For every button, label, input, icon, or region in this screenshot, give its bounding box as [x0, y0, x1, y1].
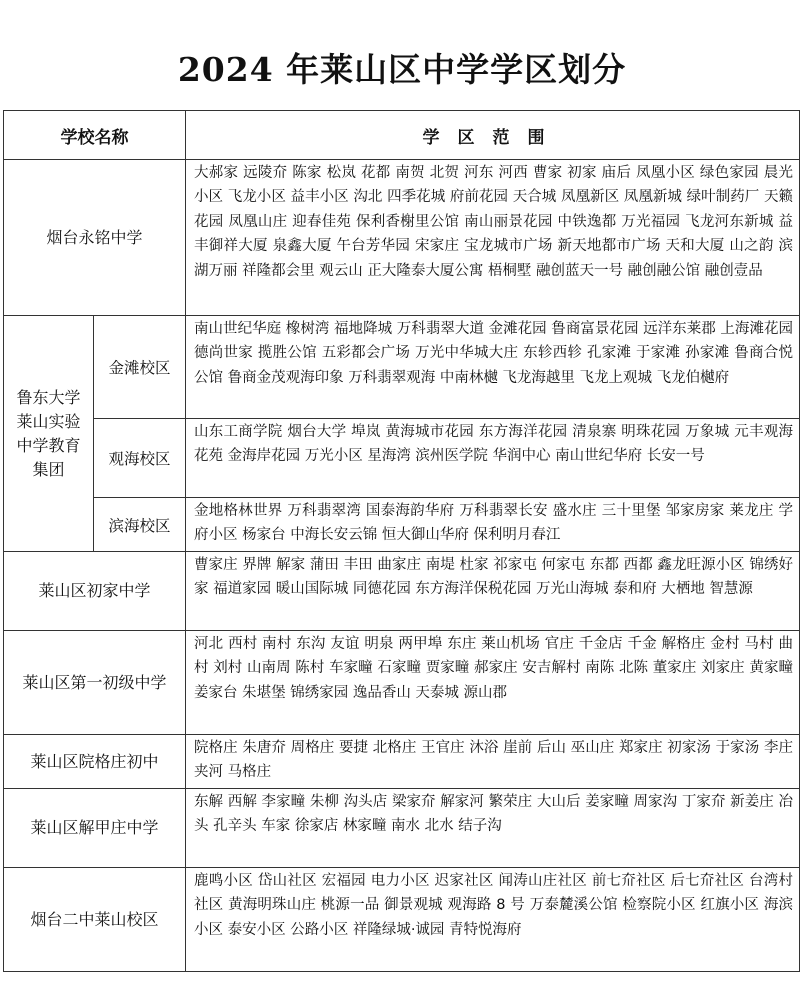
- table-row: [4, 868, 800, 972]
- district-range: 南山世纪华庭 橡树湾 福地降城 万科翡翠大道 金滩花园 鲁商富景花园 远洋东莱郡 上海滩花园 德尚世家 揽胜公馆 五彩都会广场 万光中华城大庄 东轸西轸 孔家滩 于家滩 孙家滩 鲁商合悦公馆 鲁商金茂观海印象 万科翡翠观海 中南林樾 飞龙海越里 飞龙上观城 飞龙伯樾府: [186, 316, 800, 419]
- school-name: 莱山区第一初级中学: [4, 631, 186, 735]
- table-row: [4, 498, 800, 552]
- school-group-name: 鲁东大学莱山实验中学教育集团: [4, 316, 94, 552]
- table-row: [4, 316, 800, 419]
- campus-name: 金滩校区: [94, 316, 186, 419]
- school-name: 莱山区初家中学: [4, 552, 186, 631]
- table-row: [4, 789, 800, 868]
- district-range: 山东工商学院 烟台大学 埠岚 黄海城市花园 东方海洋花园 清泉寨 明珠花园 万象城 元丰观海花苑 金海岸花园 万光小区 星海湾 滨州医学院 华润中心 南山世纪华府 长安一号: [186, 419, 800, 498]
- school-name: 烟台永铭中学: [4, 160, 186, 316]
- table-header-row: [4, 111, 800, 160]
- header-district-range: 学区范围: [186, 111, 800, 160]
- table-row: [4, 631, 800, 735]
- table-row: [4, 735, 800, 789]
- district-table: [3, 110, 800, 972]
- campus-name: 观海校区: [94, 419, 186, 498]
- table-row: [4, 552, 800, 631]
- district-range: 东解 西解 李家疃 朱柳 沟头店 梁家夼 解家河 繁荣庄 大山后 姜家疃 周家沟 丁家夼 新姜庄 冶头 孔辛头 车家 徐家店 林家疃 南水 北水 结子沟: [186, 789, 800, 868]
- page-title: 2024 年莱山区中学学区划分: [177, 50, 627, 89]
- district-range: 曹家庄 界牌 解家 蒲田 丰田 曲家庄 南堤 杜家 祁家屯 何家屯 东都 西都 鑫龙旺源小区 锦绣好家 福道家园 暖山国际城 同德花园 东方海洋保税花园 万光山海城 泰和府 大栖地 智慧源: [186, 552, 800, 631]
- district-range: 院格庄 朱唐夼 周格庄 要捷 北格庄 王官庄 沐浴 崖前 后山 巫山庄 郑家庄 初家汤 于家汤 李庄 夹河 马格庄: [186, 735, 800, 789]
- school-name: 莱山区院格庄初中: [4, 735, 186, 789]
- table-row: [4, 419, 800, 498]
- school-name: 莱山区解甲庄中学: [4, 789, 186, 868]
- district-range: 金地格林世界 万科翡翠湾 国泰海韵华府 万科翡翠长安 盛水庄 三十里堡 邹家房家 莱龙庄 学府小区 杨家台 中海长安云锦 恒大御山华府 保利明月春江: [186, 498, 800, 552]
- school-name: 烟台二中莱山校区: [4, 868, 186, 972]
- campus-name: 滨海校区: [94, 498, 186, 552]
- district-range: 河北 西村 南村 东沟 友谊 明泉 两甲埠 东庄 莱山机场 官庄 千金店 千金 解格庄 金村 马村 曲村 刘村 山南周 陈村 车家疃 石家疃 贾家疃 郝家庄 安吉解村 南陈 北陈 董家庄 刘家庄 黄家疃 姜家台 朱堪堡 锦绣家园 逸品香山 天泰城 源山郡: [186, 631, 800, 735]
- district-range: 鹿鸣小区 岱山社区 宏福园 电力小区 迟家社区 闻涛山庄社区 前七夼社区 后七夼社区 台湾村社区 黄海明珠山庄 桃源一品 御景观城 观海路 8 号 万泰麓溪公馆 检察院小区 红旗小区 海滨小区 泰安小区 公路小区 祥隆绿城·诚园 青特悦海府: [186, 868, 800, 972]
- header-school-name: 学校名称: [4, 111, 186, 160]
- table-row: [4, 160, 800, 316]
- district-range: 大郝家 远陵夼 陈家 松岚 花都 南贺 北贺 河东 河西 曹家 初家 庙后 凤凰小区 绿色家园 晨光小区 飞龙小区 益丰小区 沟北 四季花城 府前花园 天合城 凤凰新区 凤凰新城 绿叶制药厂 天籁花园 凤凰山庄 迎春佳苑 保利香榭里公馆 南山丽景花园 中铁逸都 万光福园 飞龙河东新城 益丰御祥大厦 泉鑫大厦 午台芳华园 宋家庄 宝龙城市广场 新天地都市广场 天和大厦 山之韵 滨湖万丽 祥隆都会里 观云山 正大隆泰大厦公寓 梧桐墅 融创蓝天一号 融创融公馆 融创壹品: [186, 160, 800, 316]
